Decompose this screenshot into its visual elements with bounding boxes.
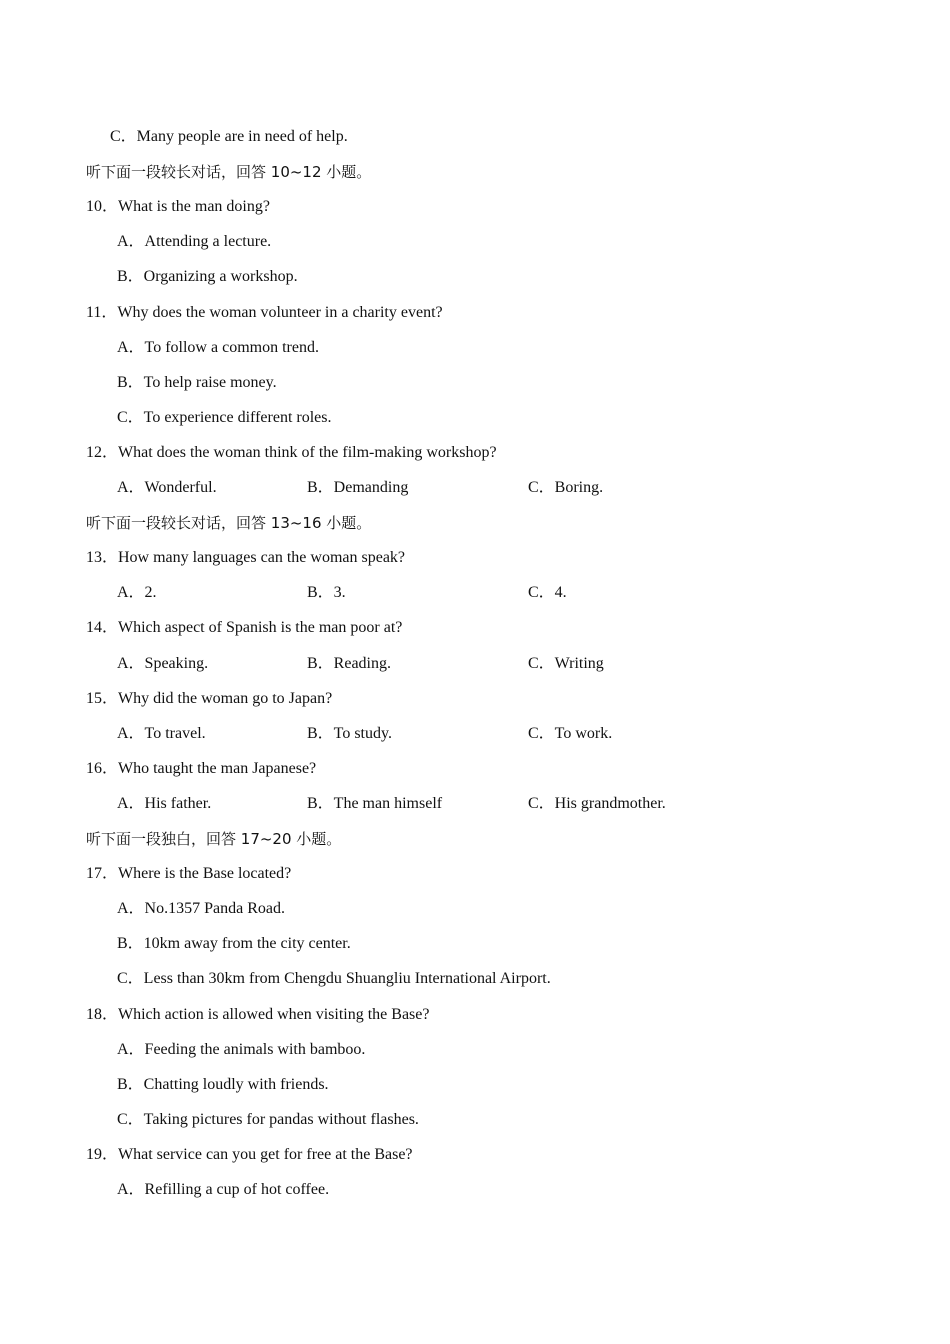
answer-option: B．To study.: [307, 725, 392, 742]
answer-option: A．To follow a common trend.: [117, 339, 319, 356]
section-instruction: 听下面一段独白，回答 17~20 小题。: [86, 830, 342, 848]
section-instruction: 听下面一段较长对话，回答 10~12 小题。: [86, 163, 372, 181]
section-instruction: 听下面一段较长对话，回答 13~16 小题。: [86, 514, 372, 532]
answer-option: B．10km away from the city center.: [117, 935, 351, 952]
question-text: 15．Why did the woman go to Japan?: [86, 690, 333, 707]
answer-option: C．4.: [528, 584, 567, 601]
answer-option: C．To experience different roles.: [117, 409, 332, 426]
answer-option: A．To travel.: [117, 725, 206, 742]
answer-option: B．To help raise money.: [117, 374, 277, 391]
answer-option: B．Reading.: [307, 655, 391, 672]
answer-option: C．His grandmother.: [528, 795, 666, 812]
question-text: 16．Who taught the man Japanese?: [86, 760, 317, 777]
answer-option: B．Demanding: [307, 479, 409, 496]
answer-option: A．Refilling a cup of hot coffee.: [117, 1181, 330, 1198]
question-text: 10．What is the man doing?: [86, 198, 270, 215]
answer-option: B．The man himself: [307, 795, 443, 812]
answer-option: A．Speaking.: [117, 655, 209, 672]
question-text: 18．Which action is allowed when visiting the Base?: [86, 1006, 430, 1023]
answer-option: C．Boring.: [528, 479, 604, 496]
answer-option: C．To work.: [528, 725, 613, 742]
answer-option: C．Less than 30km from Chengdu Shuangliu International Airport.: [117, 970, 551, 987]
answer-option: C．Many people are in need of help.: [110, 128, 348, 145]
answer-option: B．3.: [307, 584, 346, 601]
question-text: 12．What does the woman think of the film-making workshop?: [86, 444, 497, 461]
question-text: 17．Where is the Base located?: [86, 865, 292, 882]
answer-option: A．His father.: [117, 795, 212, 812]
answer-option: C．Writing: [528, 655, 604, 672]
answer-option: A．2.: [117, 584, 157, 601]
answer-option: A．Attending a lecture.: [117, 233, 272, 250]
answer-option: A．Wonderful.: [117, 479, 217, 496]
question-text: 11．Why does the woman volunteer in a charity event?: [86, 304, 443, 321]
question-text: 13．How many languages can the woman speak?: [86, 549, 406, 566]
answer-option: B．Chatting loudly with friends.: [117, 1076, 329, 1093]
answer-option: A．Feeding the animals with bamboo.: [117, 1041, 366, 1058]
answer-option: A．No.1357 Panda Road.: [117, 900, 285, 917]
answer-option: B．Organizing a workshop.: [117, 268, 298, 285]
question-text: 14．Which aspect of Spanish is the man poor at?: [86, 619, 403, 636]
answer-option: C．Taking pictures for pandas without flashes.: [117, 1111, 419, 1128]
question-text: 19．What service can you get for free at the Base?: [86, 1146, 413, 1163]
